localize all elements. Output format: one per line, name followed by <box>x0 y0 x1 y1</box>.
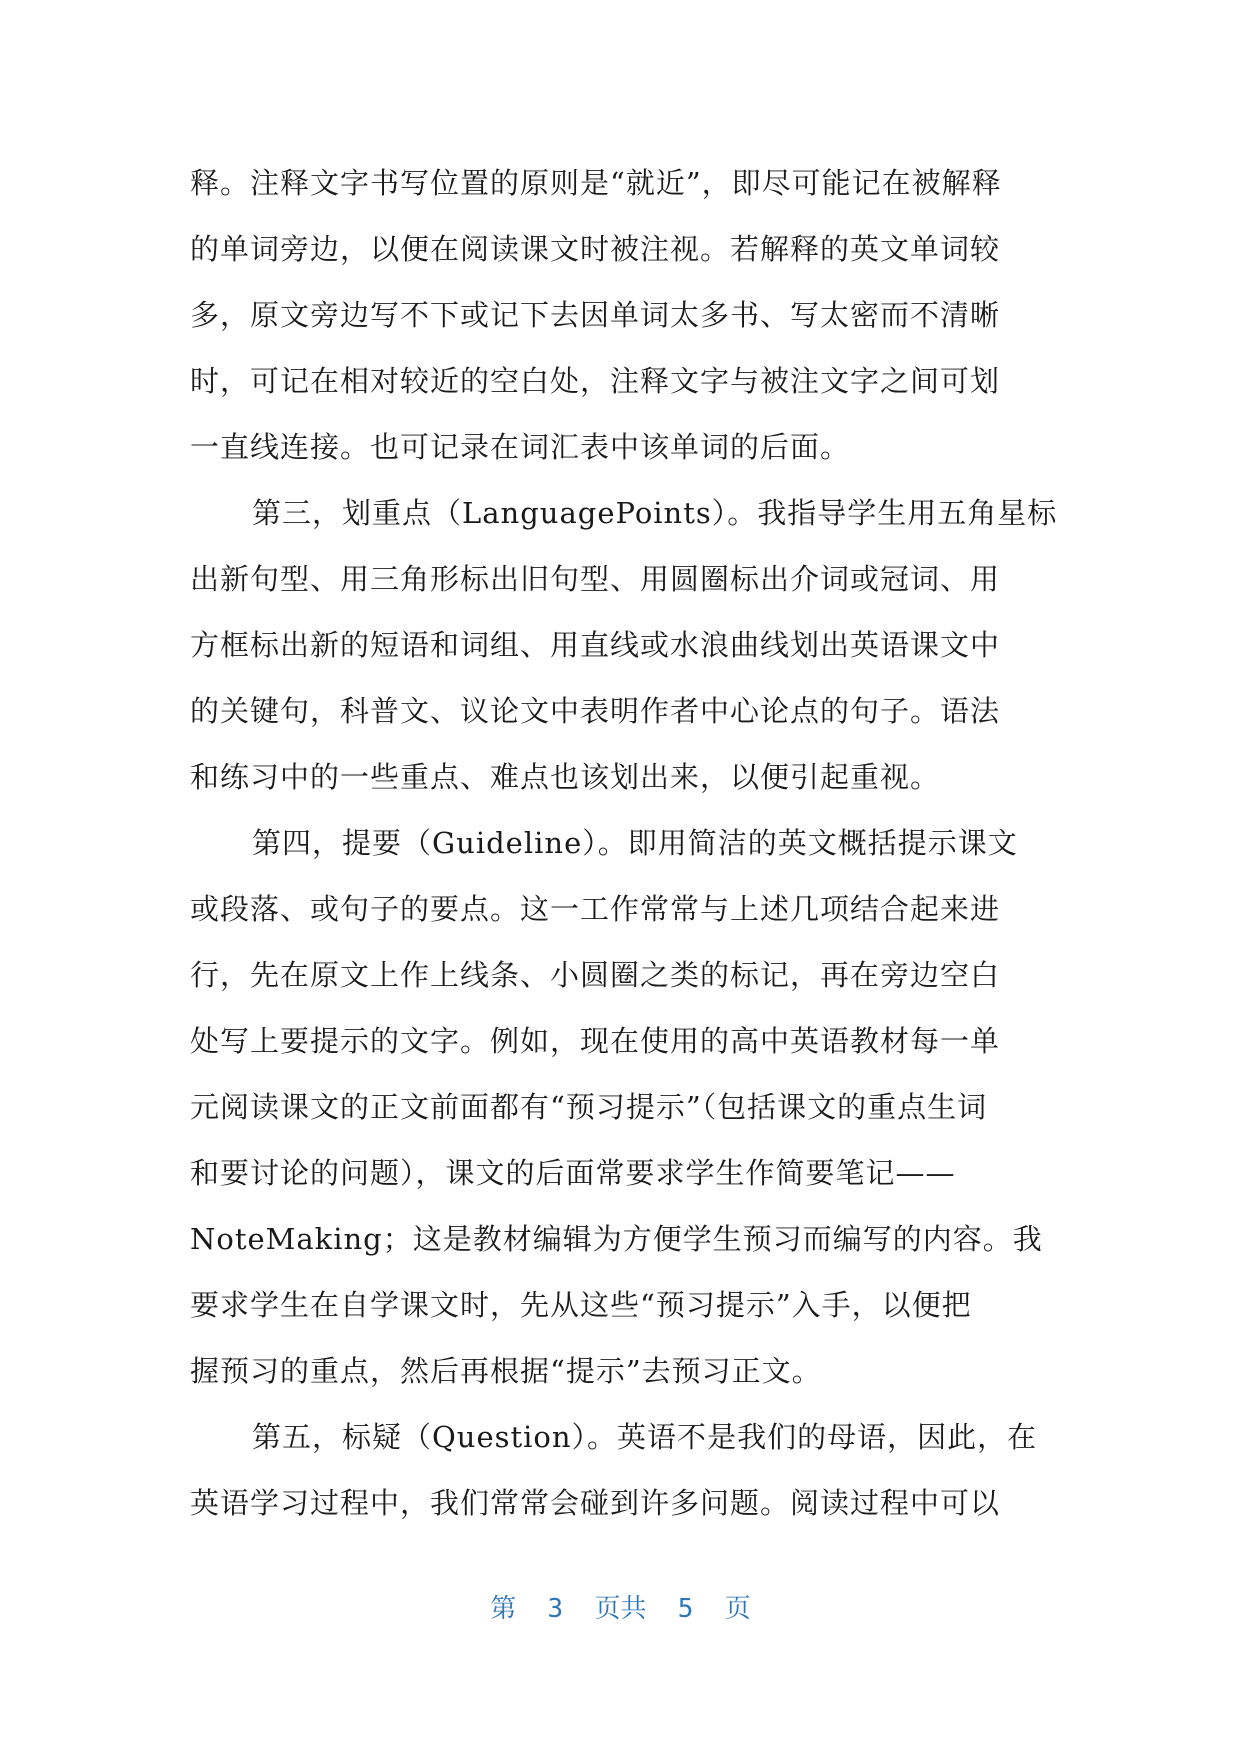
text-line: 行，先在原文上作上线条、小圆圈之类的标记，再在旁边空白 <box>190 958 1001 992</box>
text-line: 时，可记在相对较近的空白处，注释文字与被注文字之间可划 <box>190 364 1001 398</box>
page-number-footer: 第 3 页共 5 页 <box>490 1594 751 1624</box>
paragraph-start-line: 第四，提要（Guideline）。即用简洁的英文概括提示课文 <box>252 826 1018 860</box>
text-line: 方框标出新的短语和词组、用直线或水浪曲线划出英语课文中 <box>190 628 1001 662</box>
paragraph-start-line: 第五，标疑（Question）。英语不是我们的母语，因此，在 <box>252 1420 1038 1454</box>
text-line: 的单词旁边，以便在阅读课文时被注视。若解释的英文单词较 <box>190 232 1001 266</box>
text-line: 释。注释文字书写位置的原则是“就近”，即尽可能记在被解释 <box>190 166 1002 200</box>
text-line: 英语学习过程中，我们常常会碰到许多问题。阅读过程中可以 <box>190 1486 1001 1520</box>
text-line: 多，原文旁边写不下或记下去因单词太多书、写太密而不清晰 <box>190 298 1001 332</box>
text-line: 握预习的重点，然后再根据“提示”去预习正文。 <box>190 1354 822 1388</box>
text-line: 要求学生在自学课文时，先从这些“预习提示”入手，以便把 <box>190 1288 972 1322</box>
paragraph-start-line: 第三，划重点（LanguagePoints）。我指导学生用五角星标 <box>252 496 1058 530</box>
text-line: 处写上要提示的文字。例如，现在使用的高中英语教材每一单 <box>190 1024 1001 1058</box>
text-line: 和练习中的一些重点、难点也该划出来，以便引起重视。 <box>190 760 941 794</box>
text-line: NoteMaking；这是教材编辑为方便学生预习而编写的内容。我 <box>190 1222 1043 1256</box>
text-line: 一直线连接。也可记录在词汇表中该单词的后面。 <box>190 430 851 464</box>
text-line: 元阅读课文的正文前面都有“预习提示”（包括课文的重点生词 <box>190 1090 988 1124</box>
text-line: 出新句型、用三角形标出旧句型、用圆圈标出介词或冠词、用 <box>190 562 1001 596</box>
text-line: 或段落、或句子的要点。这一工作常常与上述几项结合起来进 <box>190 892 1001 926</box>
body-text <box>190 150 1060 1536</box>
text-line: 和要讨论的问题），课文的后面常要求学生作简要笔记—— <box>190 1156 956 1190</box>
text-line: 的关键句，科普文、议论文中表明作者中心论点的句子。语法 <box>190 694 1001 728</box>
